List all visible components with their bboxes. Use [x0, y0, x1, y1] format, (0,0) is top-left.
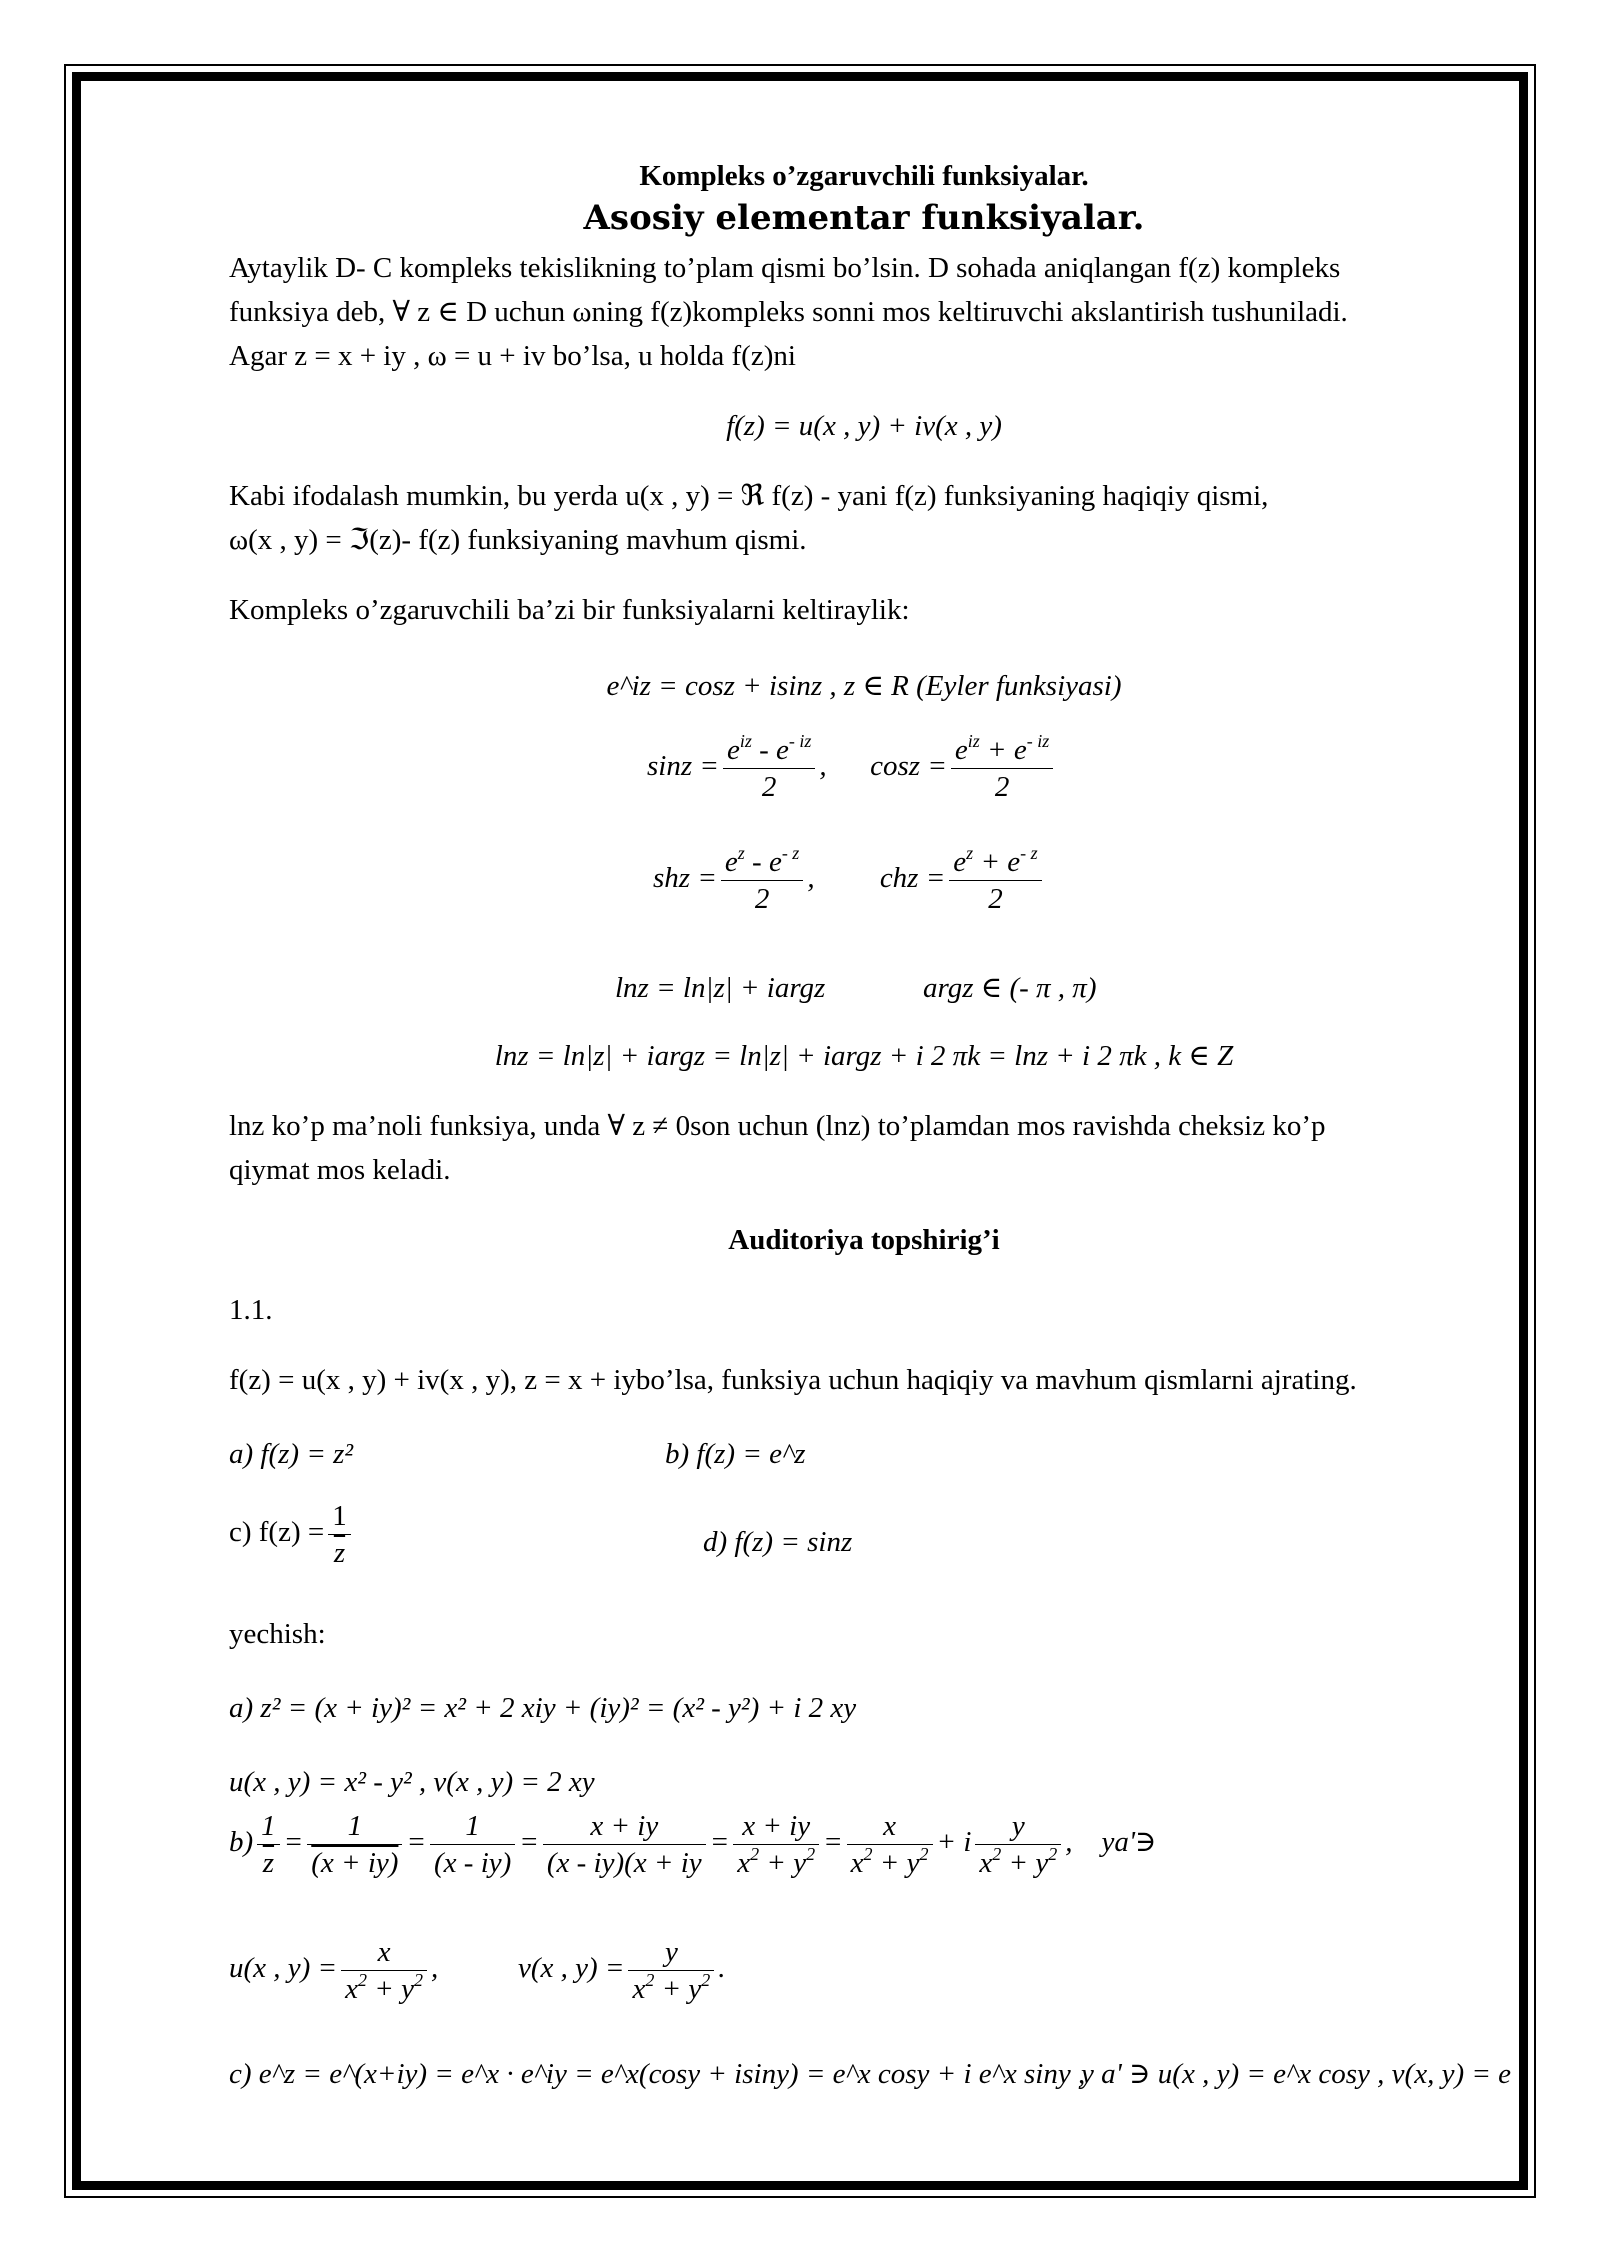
solution-b-tail: ya'∋ — [1101, 1826, 1157, 1859]
title-sub: Asosiy elementar funksiyalar. — [583, 198, 1145, 238]
kabi-line-2: ω(x , y) = ℑ(z)- f(z) funksiyaning mavhum qismi. — [229, 524, 807, 556]
solution-b-v-label: v(x , y) = — [517, 1952, 625, 1985]
section-title: Auditoriya topshirig’i — [728, 1224, 1000, 1256]
option-c-prefix: c) f(z) = — [229, 1516, 325, 1549]
option-d: d) f(z) = sinz — [703, 1526, 853, 1558]
main-equation: f(z) = u(x , y) + iv(x , y) — [726, 410, 1002, 442]
problem-number: 1.1. — [229, 1294, 273, 1326]
solution-b-label: b) — [229, 1826, 254, 1859]
sin-cos-formulas: sinz = $\frac{e^{iz} - e^{- iz}}{2}$ , cosz = $\frac{e^{iz} + e^{- iz}}{2}$ — [647, 732, 1057, 805]
sh-ch-formulas: shz = $\frac{e^z - e^{- z}}{2}$ , chz = $\frac{e^z + e^{- z}}{2}$ — [653, 844, 1046, 917]
solution-b-u-label: u(x , y) = — [229, 1952, 338, 1985]
log-formula-2: lnz = ln|z| + iargz = ln|z| + iargz + i 2 πk = lnz + i 2 πk , k ∈ Z — [494, 1040, 1234, 1072]
intro-line-1: Aytaylik D- C kompleks tekislikning to’plam qismi bo’lsin. D sohada aniqlangan f(z) kompleks — [229, 252, 1341, 284]
problem-text: f(z) = u(x , y) + iv(x , y), z = x + iybo’lsa, funksiya uchun haqiqiy va mavhum qismlarni ajrating. — [229, 1364, 1357, 1396]
option-c: c) f(z) = $\frac{1}{z}$ — [229, 1498, 355, 1571]
arg-range: argz ∈ (- π , π) — [923, 972, 1097, 1004]
lnz-text-1: lnz ko’p ma’noli funksiya, unda ∀ z ≠ 0son uchun (lnz) to’plamdan mos ravishda cheksiz ko’p — [229, 1110, 1326, 1142]
solution-c-tail: y a' ∋ u(x , y) = e^x cosy , v(x, y) = e — [1081, 2058, 1512, 2090]
option-a: a) f(z) = z² — [229, 1438, 354, 1470]
intro-line-2: funksiya deb, ∀ z ∈ D uchun ωning f(z)kompleks sonni mos keltiruvchi akslantirish tushuniladi. — [229, 296, 1348, 328]
kabi-line-1: Kabi ifodalash mumkin, bu yerda u(x , y) = ℜ f(z) - yani f(z) funksiyaning haqiqiy qismi, — [229, 480, 1269, 512]
euler-formula: e^iz = cosz + isinz , z ∈ R (Eyler funksiyasi) — [606, 670, 1122, 702]
solution-b-parts: u(x , y) = $\frac{x}{x^2 + y^2}$ , v(x , y) = $\frac{y}{x^2 + y^2}$ . — [229, 1936, 726, 2005]
functions-intro: Kompleks o’zgaruvchili ba’zi bir funksiyalarni keltiraylik: — [229, 594, 910, 626]
intro-line-3: Agar z = x + iy , ω = u + iv bo’lsa, u holda f(z)ni — [229, 340, 796, 372]
title-main: Kompleks o’zgaruvchili funksiyalar. — [639, 160, 1089, 192]
option-b: b) f(z) = e^z — [665, 1438, 806, 1470]
log-formula-1: lnz = ln|z| + iargz — [615, 972, 826, 1004]
solution-b-chain: b) $\frac{1}{z}$ = $\frac{1}{(x + iy)}$ = $\frac{1}{(x - iy)}$ = $\frac{x + iy}{(x - iy)(x + iy}$ = $\frac{x + iy}{x^2 + y^2}$ = $\frac{x}{x^2 + y^2}$ + i $\frac{y}{x^2 + y^2}$ , ya'∋ — [229, 1810, 1157, 1879]
solution-c: c) e^z = e^(x+iy) = e^x · e^iy = e^x(cosy + isiny) = e^x cosy + i e^x siny , — [229, 2058, 1086, 2090]
solution-heading: yechish: — [229, 1618, 326, 1650]
solution-a-line-2: u(x , y) = x² - y² , v(x , y) = 2 xy — [229, 1766, 595, 1798]
solution-a-line-1: a) z² = (x + iy)² = x² + 2 xiy + (iy)² = (x² - y²) + i 2 xy — [229, 1692, 857, 1724]
lnz-text-2: qiymat mos keladi. — [229, 1154, 451, 1186]
